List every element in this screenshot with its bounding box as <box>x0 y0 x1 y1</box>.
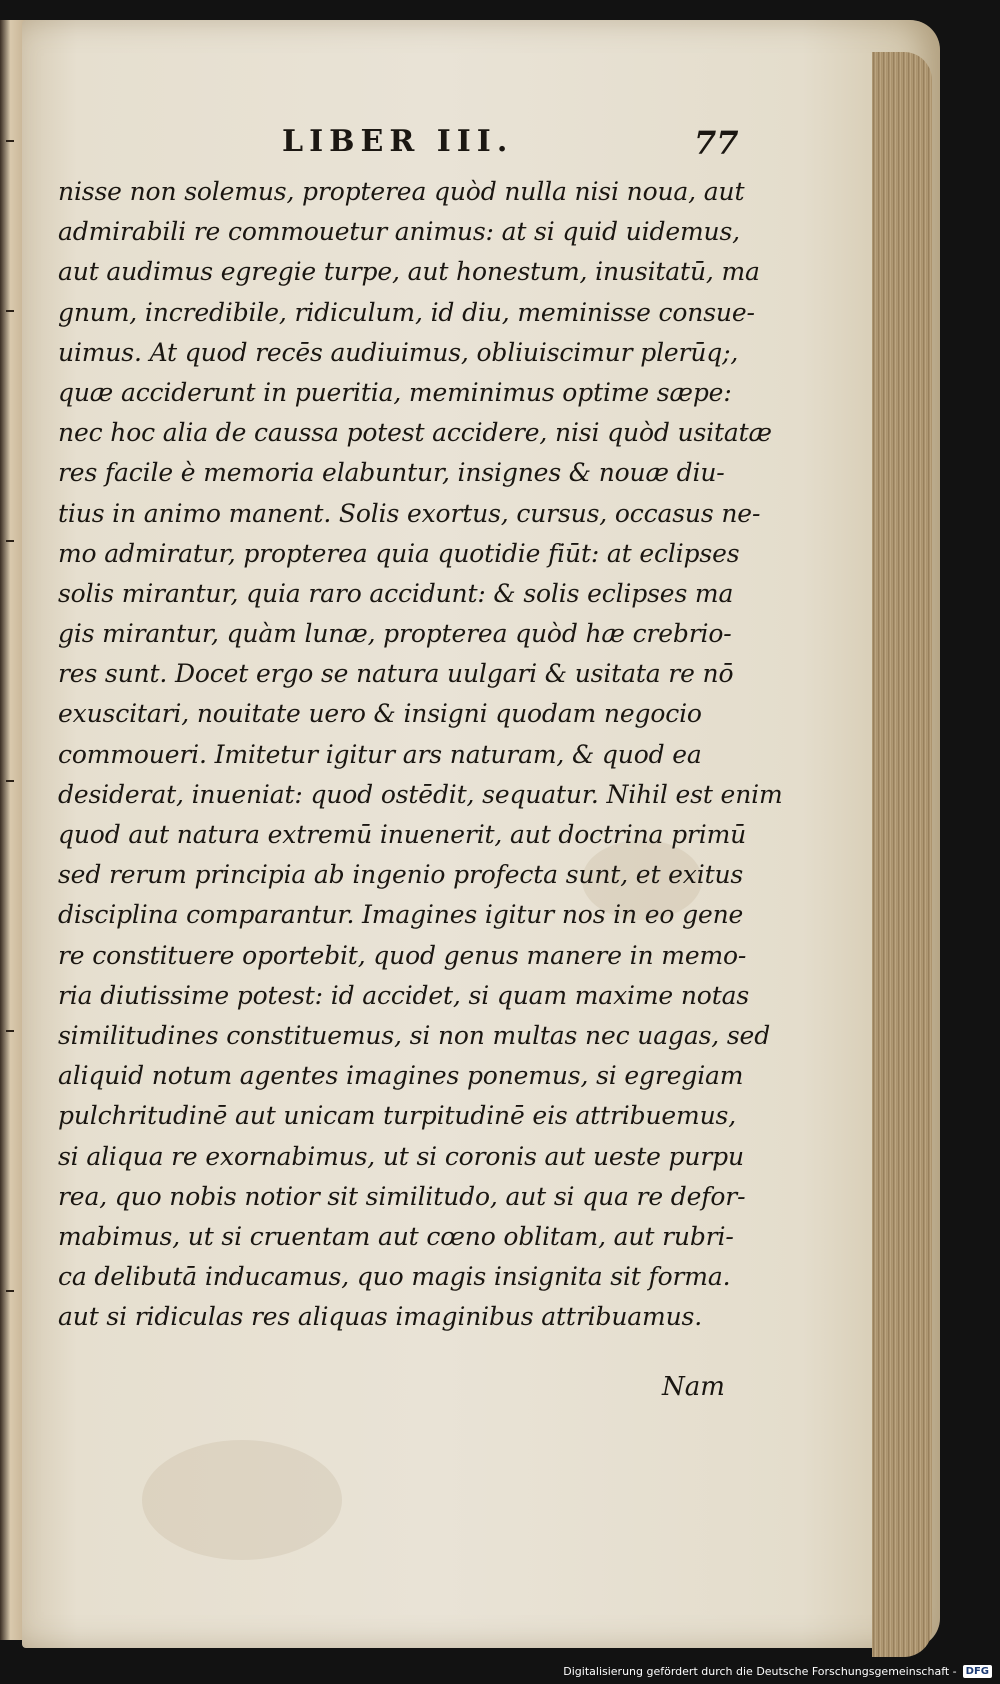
text-line: si aliqua re exornabimus, ut si coronis aut ueste purpu <box>58 1141 744 1171</box>
facing-page-mark <box>6 780 14 782</box>
paper-stain <box>142 1440 342 1560</box>
page-header <box>22 124 940 164</box>
facing-page-mark <box>6 310 14 312</box>
text-line: admirabili re commouetur animus: at si quid uidemus, <box>58 217 740 247</box>
catchword: Nam <box>662 1372 725 1402</box>
text-line: ria diutissime potest: id accidet, si quam maxime notas <box>58 980 750 1010</box>
text-line: re constituere oportebit, quod genus manere in memo- <box>58 940 747 970</box>
facing-page-mark <box>6 1290 14 1292</box>
text-line: mo admiratur, propterea quia quotidie fiūt: at eclipses <box>58 538 740 568</box>
text-line: res facile è memoria elabuntur, insignes & nouæ diu- <box>58 458 725 488</box>
footer-credit: Digitalisierung gefördert durch die Deutsche Forschungsgemeinschaft - <box>563 1664 957 1678</box>
body-text <box>58 172 783 1337</box>
page-number: 77 <box>694 124 739 162</box>
text-line: solis mirantur, quia raro accidunt: & solis eclipses ma <box>58 578 734 608</box>
book-page <box>22 20 940 1648</box>
text-line: disciplina comparantur. Imagines igitur nos in eo gene <box>58 900 744 930</box>
text-line: ca delibutā inducamus, quo magis insignita sit forma. <box>58 1262 731 1292</box>
text-line: quæ acciderunt in pueritia, meminimus optime sæpe: <box>58 377 732 407</box>
text-line: exuscitari, nouitate uero & insigni quodam negocio <box>58 699 702 729</box>
text-line: pulchritudinē aut unicam turpitudinē eis attribuemus, <box>58 1101 737 1131</box>
digitization-footer <box>563 1661 992 1681</box>
text-line: uimus. At quod recēs audiuimus, obliuiscimur plerūq;, <box>58 337 739 367</box>
text-line: aliquid notum agentes imagines ponemus, si egregiam <box>58 1061 744 1091</box>
facing-page-mark <box>6 1030 14 1032</box>
text-line: tius in animo manent. Solis exortus, cursus, occasus ne- <box>58 498 761 528</box>
text-line: res sunt. Docet ergo se natura uulgari & usitata re nō <box>58 659 734 689</box>
running-head: LIBER III. <box>282 124 514 159</box>
facing-page-mark <box>6 140 14 142</box>
dfg-logo: DFG <box>963 1665 992 1678</box>
text-line: gis mirantur, quàm lunæ, propterea quòd hæ crebrio- <box>58 619 732 649</box>
text-line: mabimus, ut si cruentam aut cœno oblitam, aut rubri- <box>58 1221 734 1251</box>
text-line: quod aut natura extremū inuenerit, aut doctrina primū <box>58 820 747 849</box>
text-line: commoueri. Imitetur igitur ars naturam, & quod ea <box>58 739 702 769</box>
text-line: gnum, incredibile, ridiculum, id diu, meminisse consue- <box>58 297 755 327</box>
page-stack-edges <box>872 52 932 1657</box>
text-line: nisse non solemus, propterea quòd nulla nisi noua, aut <box>58 177 745 206</box>
facing-page-mark <box>6 540 14 542</box>
text-line: sed rerum principia ab ingenio profecta sunt, et exitus <box>58 860 744 890</box>
text-line: nec hoc alia de caussa potest accidere, nisi quòd usitatæ <box>58 418 772 448</box>
text-line: rea, quo nobis notior sit similitudo, aut si qua re defor- <box>58 1181 746 1211</box>
text-line: similitudines constituemus, si non multas nec uagas, sed <box>58 1020 771 1050</box>
text-line: aut si ridiculas res aliquas imaginibus attribuamus. <box>58 1302 703 1332</box>
text-line: aut audimus egregie turpe, aut honestum, inusitatū, ma <box>58 257 760 287</box>
text-line: desiderat, inueniat: quod ostēdit, sequatur. Nihil est enim <box>58 779 783 809</box>
